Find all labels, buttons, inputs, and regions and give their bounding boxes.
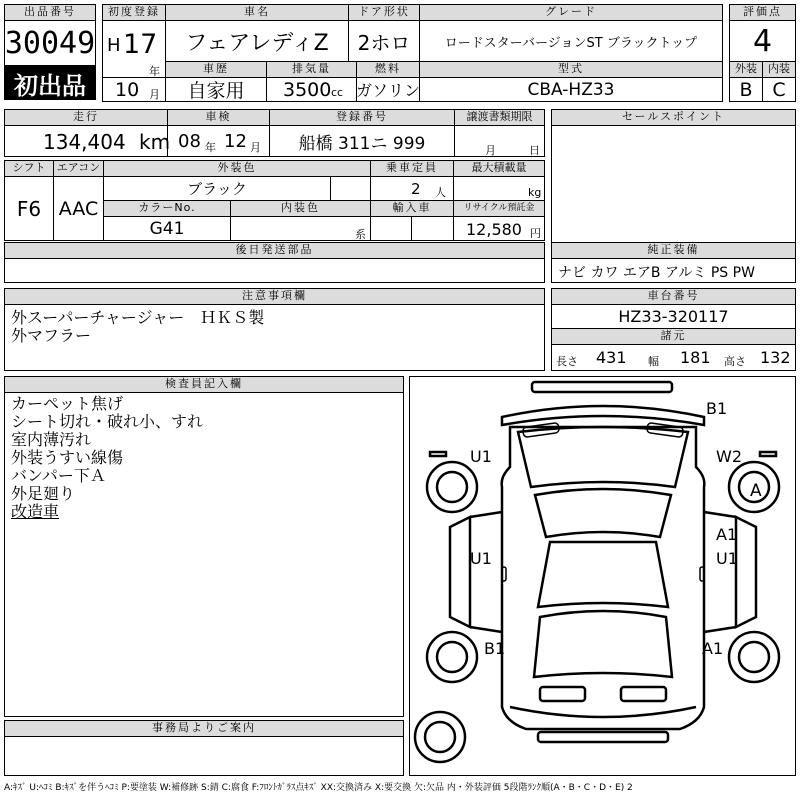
damage-diagram xyxy=(409,376,796,776)
inspection-cell xyxy=(167,125,270,157)
era: H xyxy=(107,35,121,56)
damage-mark: U1 xyxy=(470,549,492,568)
fuel: ガソリン xyxy=(356,77,420,102)
car-name-label: 車名 xyxy=(165,4,349,21)
inspector-line: カーペット焦げ xyxy=(11,394,124,413)
import-cell-a xyxy=(370,216,412,241)
damage-mark: B1 xyxy=(484,639,506,658)
transfer-month-unit: 月 xyxy=(485,144,496,157)
car-name: フェアレディZ xyxy=(165,20,349,62)
damage-mark: U1 xyxy=(716,549,738,568)
first-registration-year xyxy=(102,20,166,78)
capacity-unit: 人 xyxy=(435,186,446,199)
displacement: 3500 xyxy=(283,79,332,101)
score-label: 評価点 xyxy=(729,4,796,21)
score: 4 xyxy=(729,20,796,62)
exterior-color-extra xyxy=(330,176,371,201)
recycle-label: リサイクル預託金 xyxy=(453,200,545,217)
history: 自家用 xyxy=(165,77,267,102)
door-type-label: ドア形状 xyxy=(348,4,420,21)
damage-mark: B1 xyxy=(706,399,728,418)
sales-point-area xyxy=(551,125,796,243)
import-cell-b xyxy=(411,216,454,241)
recycle-cell xyxy=(453,216,545,241)
caution-line: 外マフラー xyxy=(11,326,92,345)
model-label: 型式 xyxy=(419,61,723,78)
interior-grade: C xyxy=(762,77,796,102)
damage-mark: A1 xyxy=(702,639,724,658)
inspection-month: 12 xyxy=(224,131,247,152)
sales-point-label: セールスポイント xyxy=(551,109,796,126)
inspector-label: 検査員記入欄 xyxy=(4,376,404,393)
lot-number-label: 出品番号 xyxy=(4,4,96,21)
year-unit: 年 xyxy=(149,65,160,78)
door-type: 2ホロ xyxy=(348,20,420,62)
reg-month: 10 xyxy=(115,79,140,101)
recycle-fee: 12,580 xyxy=(466,220,522,239)
height-label: 高さ xyxy=(724,355,746,368)
max-load-cell xyxy=(453,176,545,201)
max-load-label: 最大積載量 xyxy=(453,160,545,177)
inspector-line: シート切れ・破れ小、すれ xyxy=(11,412,204,431)
damage-legend: A:ｷｽﾞ U:ﾍｺﾐ B:ｷｽﾞを伴うﾍｺﾐ P:要塗装 W:補修跡 S:錆 C:腐食 F:ﾌﾛﾝﾄｶﾞﾗｽ点ｷｽﾞ XX:交換済み X:要交換 欠:欠品 内・外装評価 5段階ﾗﾝｸ順(A・B・C・D・E) 2 xyxy=(4,783,633,793)
chassis-label: 車台番号 xyxy=(551,288,796,305)
transfer-day-unit: 日 xyxy=(529,144,540,157)
width-value: 181 xyxy=(680,348,711,367)
inspector-line: 外装うすい線傷 xyxy=(11,448,124,467)
inspector-line: 室内薄汚れ xyxy=(11,430,92,449)
transfer-deadline-label: 譲渡書類期限 xyxy=(454,109,545,126)
inspection-month-unit: 月 xyxy=(250,141,261,154)
inspection-year: 08 xyxy=(178,131,201,152)
mileage: 134,404 xyxy=(43,130,126,154)
later-parts-area xyxy=(4,258,545,283)
grade: ロードスターバージョンST ブラックトップ xyxy=(419,20,723,62)
specs-cell xyxy=(551,344,796,371)
shift-label: シフト xyxy=(4,160,54,177)
genuine-equipment: ナビ カワ エアB アルミ PS PW xyxy=(558,265,755,281)
exterior-grade-label: 外装 xyxy=(729,61,763,78)
inspector-area xyxy=(4,392,404,717)
inspector-line: 改造車 xyxy=(11,502,60,521)
inspection-label: 車検 xyxy=(167,109,270,126)
first-listing-badge: 初出品 xyxy=(4,66,96,100)
damage-mark: A xyxy=(750,481,762,501)
inspector-line: バンパー下Ａ xyxy=(11,466,106,485)
plate-label: 登録番号 xyxy=(269,109,455,126)
capacity-cell xyxy=(370,176,454,201)
month-unit: 月 xyxy=(149,88,160,101)
capacity-label: 乗車定員 xyxy=(370,160,454,177)
transfer-deadline-cell xyxy=(454,125,545,157)
width-label: 幅 xyxy=(648,355,659,368)
inspector-line: 外足廻り xyxy=(11,484,76,503)
model-code: CBA-HZ33 xyxy=(419,77,723,102)
grade-label: グレード xyxy=(419,4,723,21)
exterior-color-label: 外装色 xyxy=(103,160,371,177)
mileage-cell xyxy=(4,125,171,157)
inspection-year-unit: 年 xyxy=(205,141,216,154)
recycle-unit: 円 xyxy=(530,227,541,240)
caution-label: 注意事項欄 xyxy=(4,288,545,305)
genuine-equipment-label: 純正装備 xyxy=(551,242,796,259)
interior-grade-label: 内装 xyxy=(762,61,796,78)
interior-color-unit: 系 xyxy=(355,228,366,241)
first-registration-label: 初度登録 xyxy=(102,4,166,21)
height-value: 132 xyxy=(760,348,791,367)
damage-mark: W2 xyxy=(716,447,742,466)
interior-color-label: 内装色 xyxy=(230,200,371,217)
shift: F6 xyxy=(4,176,54,241)
import-label: 輸入車 xyxy=(370,200,454,217)
length-label: 長さ xyxy=(556,355,578,368)
office-notice-label: 事務局よりご案内 xyxy=(4,720,404,737)
car-outline xyxy=(410,377,796,776)
office-notice-area xyxy=(4,736,404,776)
aircon: AAC xyxy=(53,176,104,241)
displacement-cell xyxy=(266,77,357,102)
genuine-equipment-cell xyxy=(551,258,796,283)
mileage-unit: km xyxy=(139,130,171,154)
exterior-grade: B xyxy=(729,77,763,102)
damage-mark: A1 xyxy=(716,525,738,544)
color-number-label: カラーNo. xyxy=(103,200,231,217)
fuel-label: 燃料 xyxy=(356,61,420,78)
displacement-unit: cc xyxy=(331,86,344,99)
caution-area xyxy=(4,304,545,371)
length-value: 431 xyxy=(596,348,627,367)
displacement-label: 排気量 xyxy=(266,61,357,78)
chassis-number: HZ33-320117 xyxy=(551,304,796,329)
max-load-unit: kg xyxy=(528,186,542,199)
specs-label: 諸元 xyxy=(551,328,796,345)
color-number: G41 xyxy=(103,216,231,241)
aircon-label: エアコン xyxy=(53,160,104,177)
reg-year: 17 xyxy=(123,29,158,60)
capacity: 2 xyxy=(411,180,421,198)
later-parts-label: 後日発送部品 xyxy=(4,242,545,259)
damage-mark: U1 xyxy=(470,447,492,466)
caution-line: 外スーパーチャージャー ＨＫＳ製 xyxy=(11,308,265,327)
interior-color-cell xyxy=(230,216,371,241)
history-label: 車歴 xyxy=(165,61,267,78)
plate-number: 船橋 311ニ 999 xyxy=(269,125,455,157)
exterior-color: ブラック xyxy=(103,176,331,201)
first-registration-month xyxy=(102,77,166,102)
lot-number: 30049 xyxy=(4,20,96,66)
mileage-label: 走行 xyxy=(4,109,168,126)
